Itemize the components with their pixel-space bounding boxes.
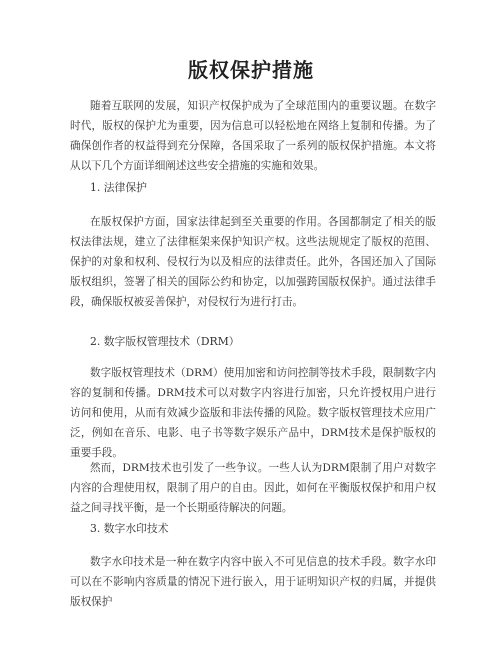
section-paragraph: 在版权保护方面，国家法律起到至关重要的作用。各国都制定了相关的版权法律法规，建立了法律框架来保护知识产权。这些法规规定了版权的范围、保护的对象和权利、侵权行为以及相应的法律责任。此外，各国还加入了国际版权组织，签署了相关的国际公约和协定，以加强跨国版权保护。通过法律手段，确保版权被妥善保护，对侵权行为进行打击。	[70, 216, 436, 308]
section-heading-legal: 1. 法律保护	[90, 181, 147, 194]
intro-paragraph: 随着互联网的发展，知识产权保护成为了全球范围内的重要议题。在数字时代，版权的保护尤为重要，因为信息可以轻松地在网络上复制和传播。为了确保创作者的权益得到充分保障，各国采取了一系列的版权保护措施。本文将从以下几个方面详细阐述这些安全措施的实施和效果。	[70, 100, 436, 172]
section-paragraph: 数字水印技术是一种在数字内容中嵌入不可见信息的技术手段。数字水印可以在不影响内容质量的情况下进行嵌入，用于证明知识产权的归属，并提供版权保护	[70, 556, 436, 608]
section-heading-drm: 2. 数字版权管理技术（DRM）	[90, 335, 240, 348]
document-title: 版权保护措施	[188, 58, 314, 82]
section-paragraph: 数字版权管理技术（DRM）使用加密和访问控制等技术手段，限制数字内容的复制和传播。DRM技术可以对数字内容进行加密，只允许授权用户进行访问和使用，从而有效减少盗版和非法传播的风险。数字版权管理技术应用广泛，例如在音乐、电影、电子书等数字娱乐产品中，DRM技术是保护版权的重要手段。	[70, 367, 436, 459]
section-paragraph: 然而，DRM技术也引发了一些争议。一些人认为DRM限制了用户对数字内容的合理使用权，限制了用户的自由。因此，如何在平衡版权保护和用户权益之间寻找平衡，是一个长期亟待解决的问题。	[70, 462, 436, 514]
section-heading-watermark: 3. 数字水印技术	[90, 522, 169, 535]
